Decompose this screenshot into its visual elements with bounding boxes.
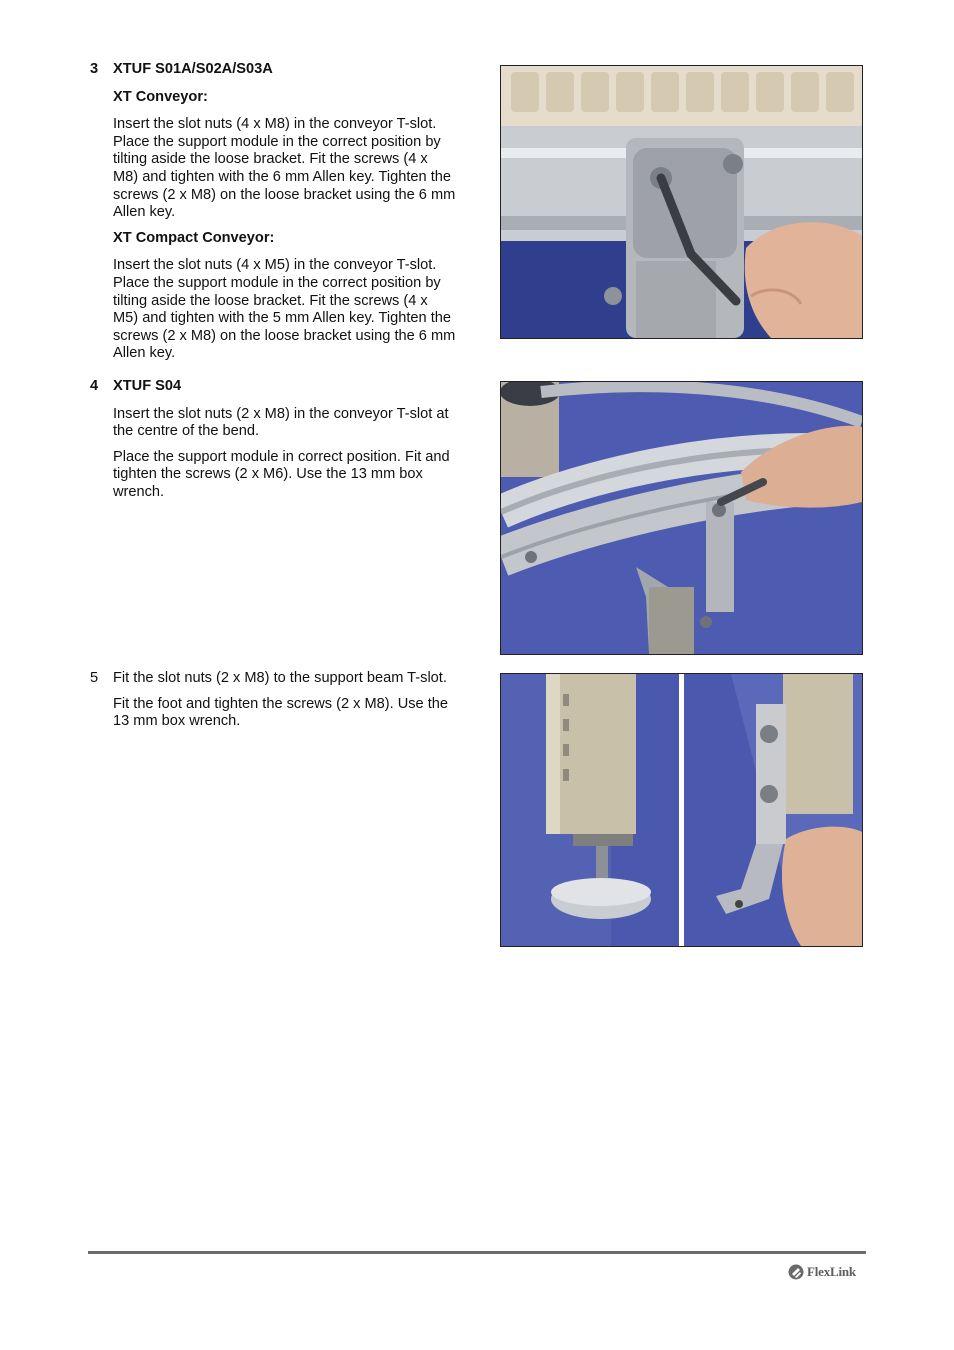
flexlink-logo-icon: [788, 1264, 804, 1280]
section-3-heading: [90, 61, 456, 79]
section-3: [90, 61, 456, 363]
section-4-title: XTUF S04: [113, 378, 182, 394]
section-4: [90, 378, 456, 502]
section-4-instructions-2: Place the support module in correct position. Fit and tighten the screws (2 x M6). Use the 13 mm box wrench.: [113, 448, 450, 500]
section-3-title: XTUF S01A/S02A/S03A: [113, 61, 273, 77]
photo-bend-support-box-wrench: [500, 381, 863, 655]
section-5-step: [90, 670, 456, 688]
photo-feet-assembly: [500, 673, 863, 947]
section-5: [90, 670, 456, 731]
section-4-instructions-1: Insert the slot nuts (2 x M8) in the conveyor T-slot at the centre of the bend.: [113, 405, 449, 440]
xt-compact-conveyor-instructions: Insert the slot nuts (4 x M5) in the conveyor T-slot. Place the support module in the correct position by tilting aside the loose bracket. Fit the screws (4 x M5) and tighten with the 5 mm Allen key. Tighten the screws (2 x M8) on the loose bracket using the 6 mm Allen key.: [113, 257, 456, 362]
xt-conveyor-subheading: XT Conveyor:: [113, 88, 208, 105]
section-3-number: 3: [90, 61, 99, 77]
photo-conveyor-support-allen-key: [500, 65, 863, 339]
section-5-instructions-2: Fit the foot and tighten the screws (2 x M8). Use the 13 mm box wrench.: [113, 695, 449, 730]
section-5-instructions-1: Fit the slot nuts (2 x M8) to the support beam T-slot.: [113, 670, 447, 686]
section-5-number: 5: [90, 670, 99, 686]
section-4-number: 4: [90, 378, 99, 394]
section-4-heading: [90, 378, 456, 396]
footer-rule: [88, 1251, 866, 1254]
flexlink-logo: [788, 1263, 856, 1281]
xt-compact-conveyor-subheading: XT Compact Conveyor:: [113, 229, 275, 246]
xt-conveyor-instructions: Insert the slot nuts (4 x M8) in the conveyor T-slot. Place the support module in the correct position by tilting aside the loose bracket. Fit the screws (4 x M8) and tighten with the 6 mm Allen key. Tighten the screws (2 x M8) on the loose bracket using the 6 mm Allen key.: [113, 116, 456, 221]
flexlink-logo-text: FlexLink: [807, 1264, 856, 1279]
